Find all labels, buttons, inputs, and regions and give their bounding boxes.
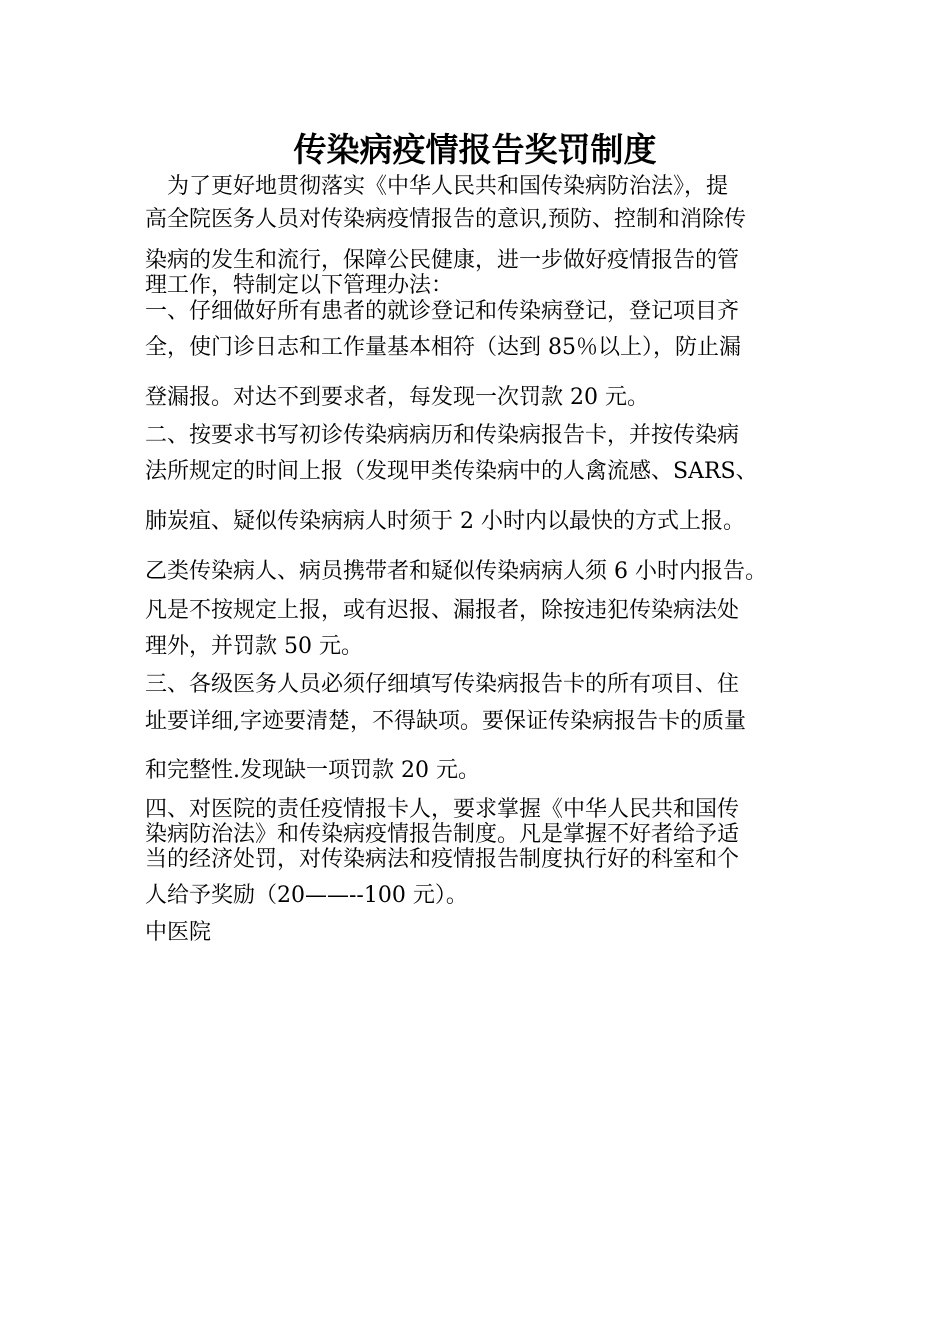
document-title: 传染病疫情报告奖罚制度: [293, 130, 657, 169]
body-line: 和完整性.发现缺一项罚款 20 元。: [145, 758, 480, 783]
body-line: 当的经济处罚，对传染病法和疫情报告制度执行好的科室和个: [145, 847, 740, 872]
body-line: 凡是不按规定上报，或有迟报、漏报者，除按违犯传染病法处: [145, 598, 740, 623]
body-line: 为了更好地贯彻落实《中华人民共和国传染病防治法》，提: [145, 174, 729, 199]
body-line: 染病的发生和流行，保障公民健康，进一步做好疫情报告的管: [145, 248, 740, 273]
body-line: 理外，并罚款 50 元。: [145, 634, 363, 659]
body-line: 理工作，特制定以下管理办法：: [145, 273, 454, 298]
body-line: 一、仔细做好所有患者的就诊登记和传染病登记，登记项目齐: [145, 299, 740, 324]
body-line: 高全院医务人员对传染病疫情报告的意识,预防、控制和消除传: [145, 207, 746, 232]
body-line: 址要详细,字迹要清楚，不得缺项。要保证传染病报告卡的质量: [145, 709, 746, 734]
body-line: 三、各级医务人员必须仔细填写传染病报告卡的所有项目、住: [145, 672, 740, 697]
body-line: 法所规定的时间上报（发现甲类传染病中的人禽流感、SARS、: [145, 459, 758, 484]
body-line: 肺炭疽、疑似传染病病人时须于 2 小时内以最快的方式上报。: [145, 509, 745, 534]
body-line: 二、按要求书写初诊传染病病历和传染病报告卡，并按传染病: [145, 423, 740, 448]
body-line: 全，使门诊日志和工作量基本相符（达到 85％以上），防止漏: [145, 335, 741, 360]
body-line: 人给予奖励（20——--100 元）。: [145, 883, 468, 908]
signature-line: 中医院: [145, 920, 212, 945]
body-line: 登漏报。对达不到要求者，每发现一次罚款 20 元。: [145, 385, 649, 410]
body-line: 染病防治法》和传染病疫情报告制度。凡是掌握不好者给予适: [145, 822, 740, 847]
body-line: 乙类传染病人、病员携带者和疑似传染病病人须 6 小时内报告。: [145, 559, 767, 584]
body-line: 四、对医院的责任疫情报卡人，要求掌握《中华人民共和国传: [145, 797, 740, 822]
